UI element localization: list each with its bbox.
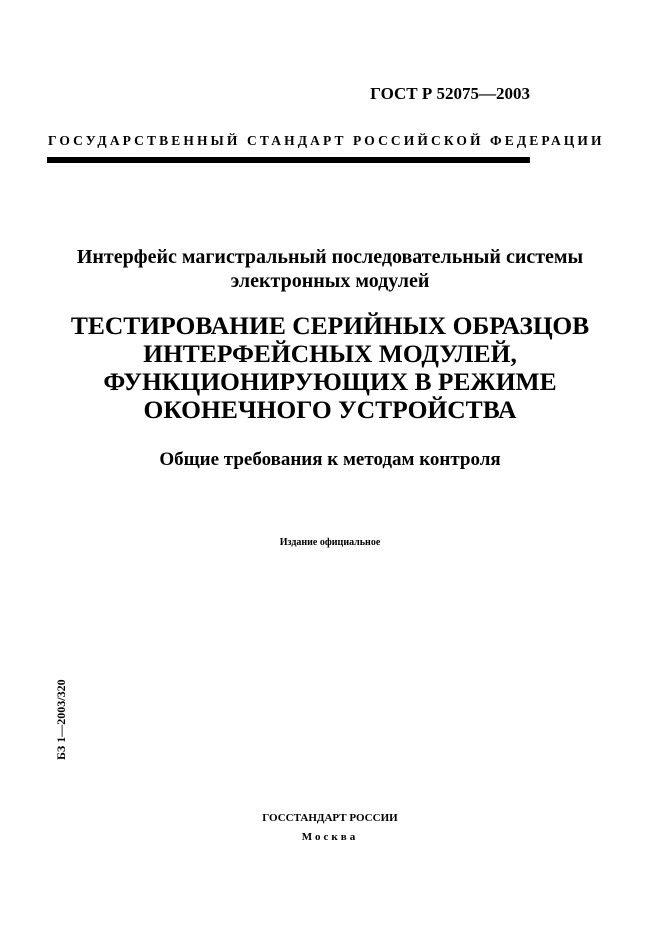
edition-note: Издание официальное: [279, 537, 381, 548]
document-title: [40, 245, 620, 293]
divider-bar: [47, 157, 530, 163]
title-line: электронных модулей: [230, 270, 430, 292]
title-line: Интерфейс магистральный последовательный системы: [76, 246, 584, 268]
subtitle: Общие требования к методам контроля: [159, 449, 501, 470]
main-title-line: ТЕСТИРОВАНИЕ СЕРИЙНЫХ ОБРАЗЦОВ: [70, 311, 590, 340]
main-title: [40, 312, 620, 424]
main-title-line: ОКОНЕЧНОГО УСТРОЙСТВА: [143, 395, 517, 424]
standard-code: ГОСТ Р 52075—2003: [370, 84, 530, 103]
main-title-line: ИНТЕРФЕЙСНЫХ МОДУЛЕЙ,: [143, 339, 517, 368]
catalog-number: БЗ 1—2003/320: [54, 679, 68, 760]
publisher-city: Москва: [301, 831, 359, 843]
main-title-line: ФУНКЦИОНИРУЮЩИХ В РЕЖИМЕ: [103, 367, 557, 396]
organization-heading: ГОСУДАРСТВЕННЫЙ СТАНДАРТ РОССИЙСКОЙ ФЕДЕРАЦИИ: [48, 133, 605, 148]
publisher: ГОССТАНДАРТ РОССИИ: [262, 812, 398, 824]
